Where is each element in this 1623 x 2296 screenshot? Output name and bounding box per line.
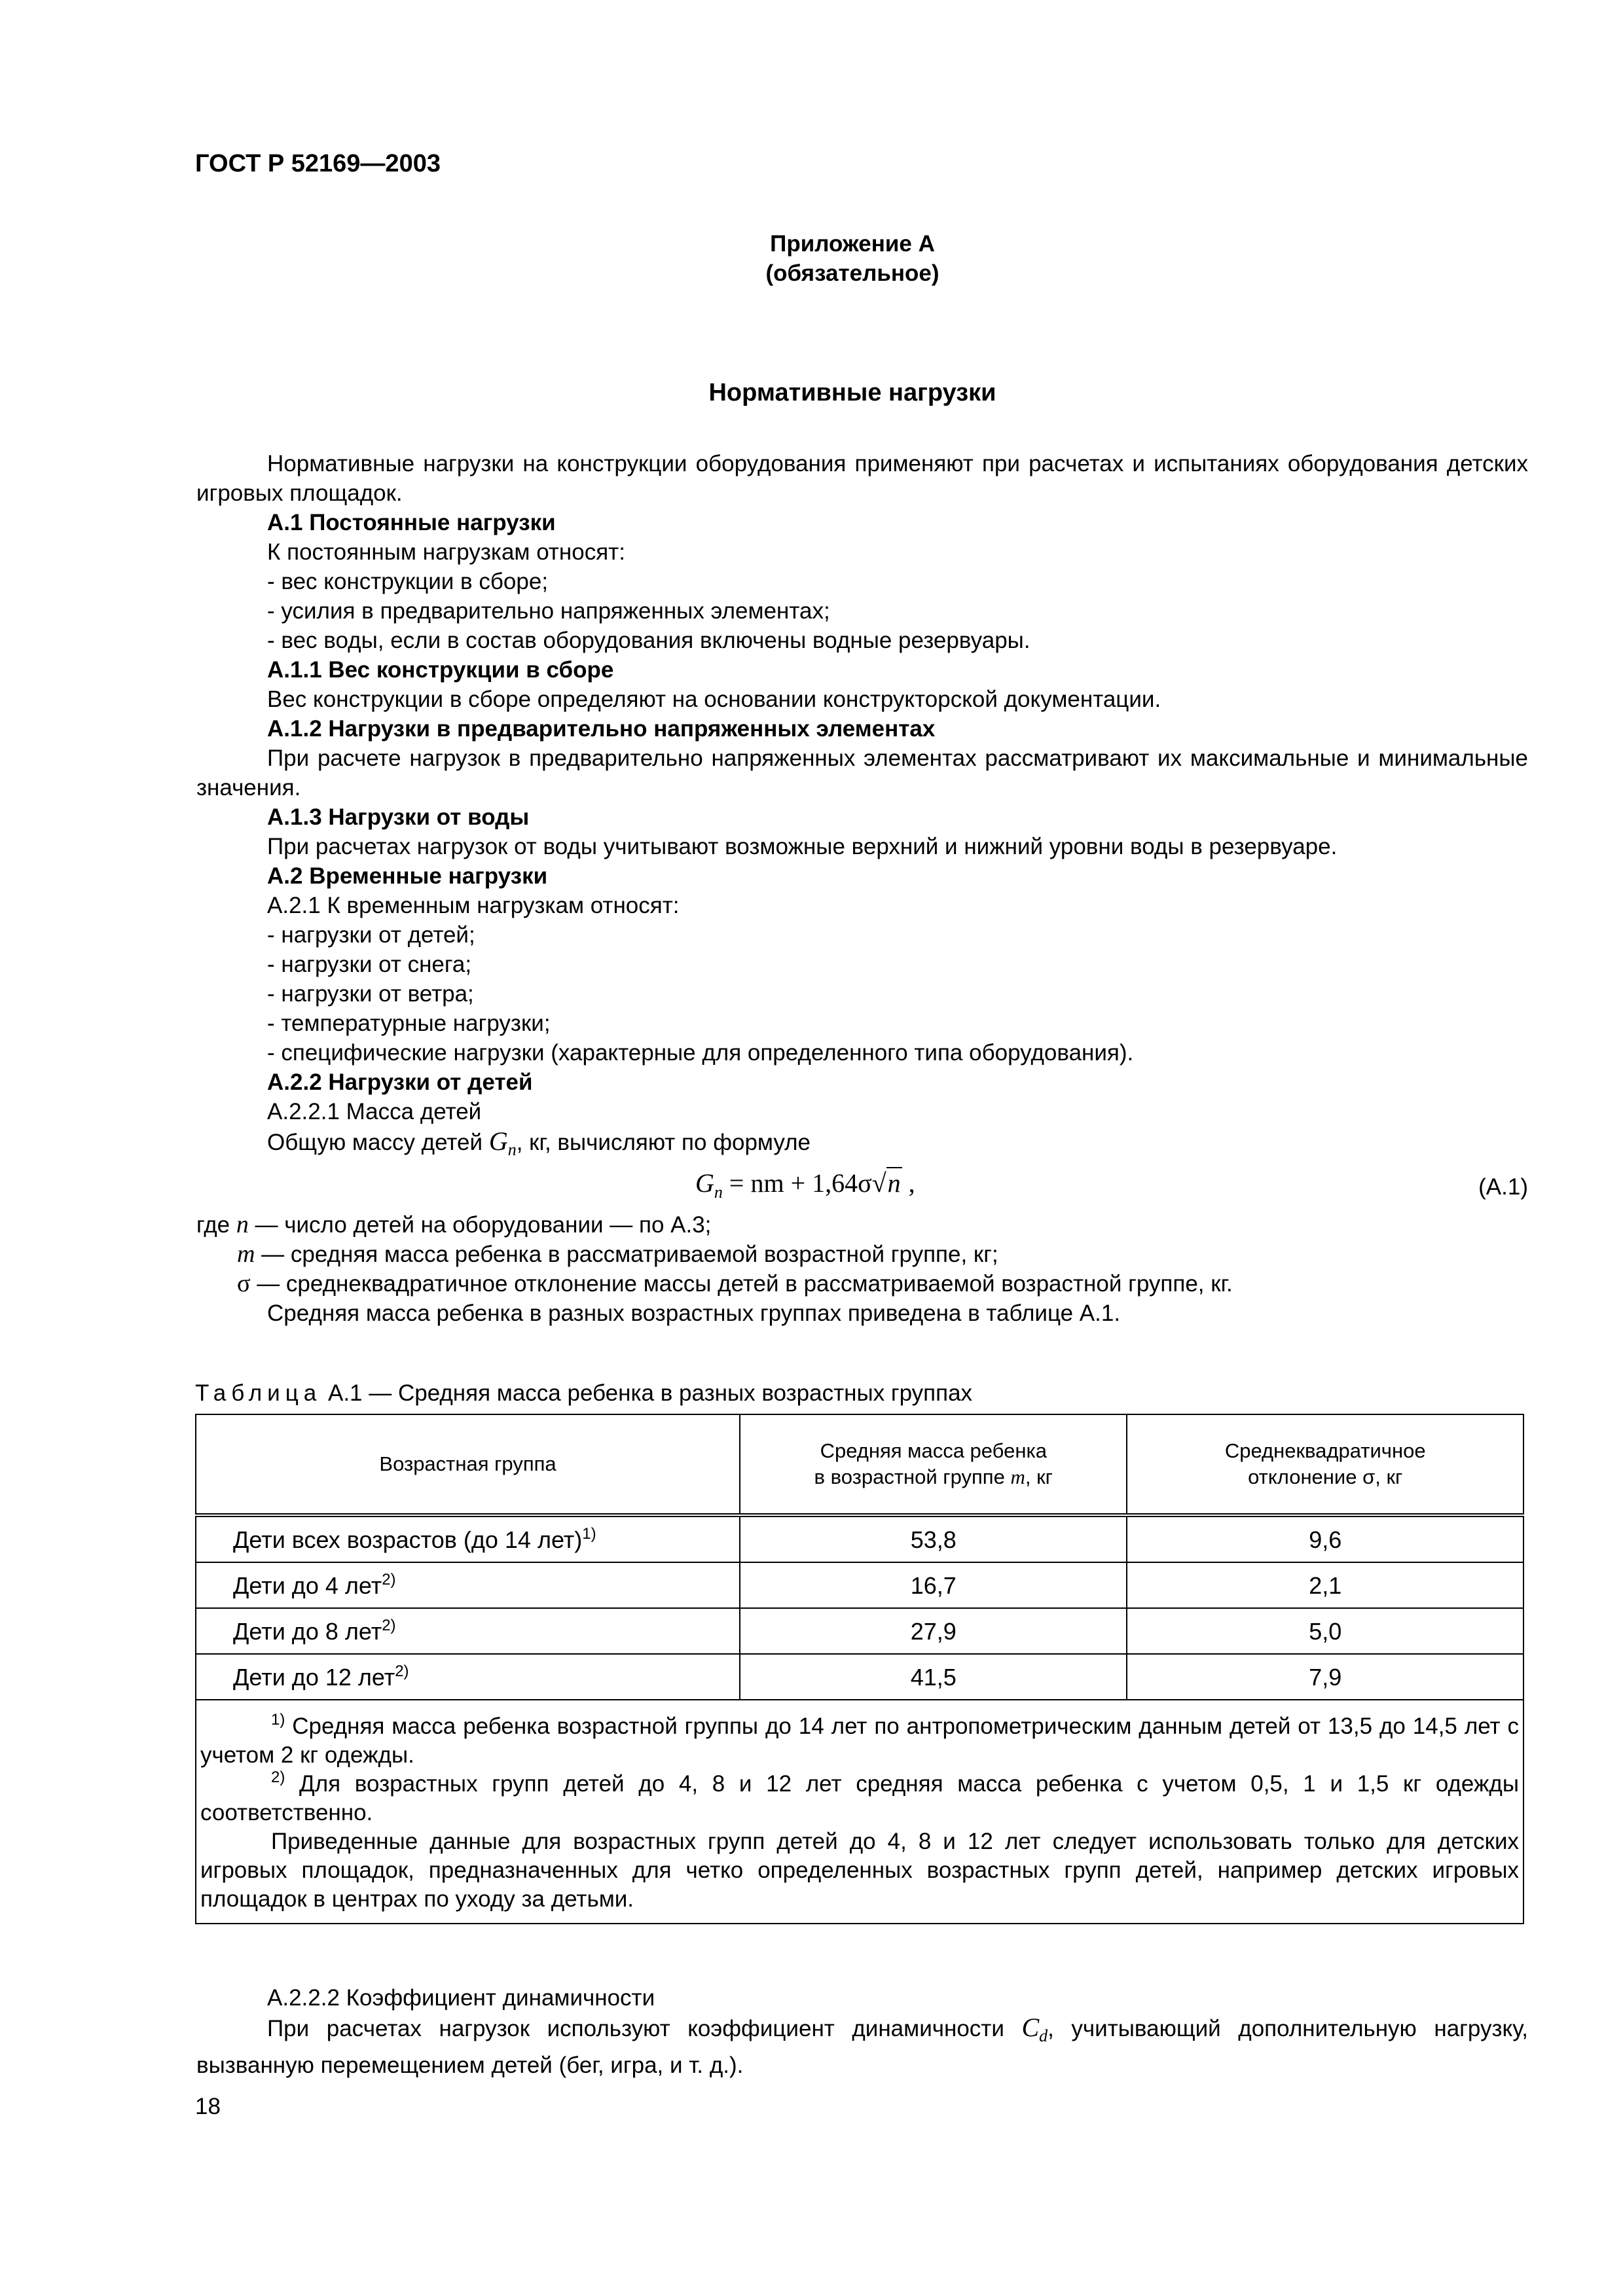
cell-group: Дети всех возрастов (до 14 лет)$^{1)}$ (196, 1515, 740, 1562)
formula-a1 (196, 1164, 1528, 1210)
table-caption: Таблица А.1 — Средняя масса ребенка в разных возрастных группах (195, 1380, 973, 1406)
table-row (196, 1515, 1523, 1562)
standard-number: ГОСТ Р 52169—2003 (195, 150, 441, 177)
where-item: где n — число детей на оборудовании — по А.3; (196, 1211, 712, 1238)
cell-sigma: 7,9 (1127, 1654, 1523, 1700)
list-item: - нагрузки от детей; (267, 922, 475, 948)
footnote-1: $^{1)}$ Средняя масса ребенка возрастной группы до 14 лет по антропометрическим данным детей от 13,5 до 14,5 лет с учетом 2 кг одежды. (200, 1711, 1519, 1768)
page-title: Нормативные нагрузки (708, 379, 996, 406)
section-a1-lead: К постоянным нагрузкам относят: (267, 539, 625, 565)
footnote-2: $^{2)}$ Для возрастных групп детей до 4, 8 и 12 лет средняя масса ребенка с учетом 0,5, 1 и 1,5 кг одежды соответственно. (200, 1768, 1519, 1825)
table-note: Приведенные данные для возрастных групп детей до 4, 8 и 12 лет следует использовать только для детских игровых площадок, предназначенных для четко определенных возрастных групп детей, например детских игровых площадок в центрах по уходу за детьми. (200, 1829, 1519, 1912)
formula-number: (А.1) (1478, 1174, 1528, 1200)
col-header-mass: Средняя масса ребенка в возрастной группе m, кг (740, 1414, 1127, 1515)
section-a222-heading: А.2.2.2 Коэффициент динамичности (267, 1985, 655, 2011)
table-notes (196, 1700, 1523, 1924)
table-row (196, 1562, 1523, 1608)
section-a221-heading: А.2.2.1 Масса детей (267, 1099, 482, 1124)
section-a11-heading: А.1.1 Вес конструкции в сборе (267, 657, 614, 683)
col-header-sigma: Среднеквадратичное отклонение σ, кг (1127, 1414, 1523, 1515)
list-item: - вес конструкции в сборе; (267, 569, 549, 594)
section-a22-heading: А.2.2 Нагрузки от детей (267, 1069, 533, 1095)
cell-mass: 41,5 (740, 1654, 1127, 1700)
cell-mass: 16,7 (740, 1562, 1127, 1608)
section-a13-text: При расчетах нагрузок от воды учитывают возможные верхний и нижний уровни воды в резервуаре. (267, 834, 1338, 859)
section-a13-heading: А.1.3 Нагрузки от воды (267, 804, 530, 830)
section-a222-text: При расчетах нагрузок используют коэффициент динамичности $C_d$, учитывающий дополнительную нагрузку, вызванную перемещением детей (бег, игра, и т. д.). (196, 2013, 1528, 2078)
section-a222 (196, 1983, 1528, 2080)
table-reference: Средняя масса ребенка в разных возрастных группах приведена в таблице А.1. (267, 1300, 1121, 1326)
appendix-name: Приложение А (770, 231, 935, 257)
table-notes-row (196, 1700, 1523, 1924)
cell-group: Дети до 8 лет$^{2)}$ (196, 1608, 740, 1654)
cell-mass: 53,8 (740, 1515, 1127, 1562)
list-item: - температурные нагрузки; (267, 1011, 551, 1036)
cell-sigma: 2,1 (1127, 1562, 1523, 1608)
table-header-row (196, 1414, 1523, 1515)
list-item: - специфические нагрузки (характерные для определенного типа оборудования). (267, 1040, 1134, 1066)
list-item: - вес воды, если в состав оборудования включены водные резервуары. (267, 628, 1030, 653)
table-row (196, 1654, 1523, 1700)
cell-group: Дети до 4 лет$^{2)}$ (196, 1562, 740, 1608)
appendix-status: (обязательное) (765, 260, 939, 286)
intro-paragraph: Нормативные нагрузки на конструкции оборудования применяют при расчетах и испытаниях оборудования детских игровых площадок. (196, 451, 1528, 506)
section-a1-heading: А.1 Постоянные нагрузки (267, 510, 556, 535)
cell-sigma: 9,6 (1127, 1515, 1523, 1562)
table-row (196, 1608, 1523, 1654)
where-item: σ — среднеквадратичное отклонение массы детей в рассматриваемой возрастной группе, кг. (237, 1270, 1233, 1297)
section-a12-text: При расчете нагрузок в предварительно напряженных элементах рассматривают их максимальные и минимальные значения. (196, 745, 1528, 800)
formula-lead: Общую массу детей $G_n$, кг, вычисляют по формуле (267, 1126, 811, 1159)
cell-sigma: 5,0 (1127, 1608, 1523, 1654)
col-header-group: Возрастная группа (196, 1414, 740, 1515)
section-a2-heading: А.2 Временные нагрузки (267, 863, 548, 889)
mass-table (195, 1414, 1524, 1924)
appendix-heading (0, 229, 1623, 288)
body-text (196, 449, 1528, 1328)
where-item: m — средняя масса ребенка в рассматриваемой возрастной группе, кг; (237, 1240, 998, 1268)
list-item: - усилия в предварительно напряженных элементах; (267, 598, 830, 624)
formula-expression: $G_n$ = nm + 1,64σ√n , (695, 1168, 915, 1202)
page-number: 18 (195, 2094, 221, 2119)
section-a21-lead: А.2.1 К временным нагрузкам относят: (267, 893, 680, 918)
cell-group: Дети до 12 лет$^{2)}$ (196, 1654, 740, 1700)
list-item: - нагрузки от снега; (267, 952, 472, 977)
section-a11-text: Вес конструкции в сборе определяют на основании конструкторской документации. (267, 687, 1161, 712)
list-item: - нагрузки от ветра; (267, 981, 474, 1007)
section-a12-heading: А.1.2 Нагрузки в предварительно напряженных элементах (267, 716, 936, 742)
cell-mass: 27,9 (740, 1608, 1127, 1654)
